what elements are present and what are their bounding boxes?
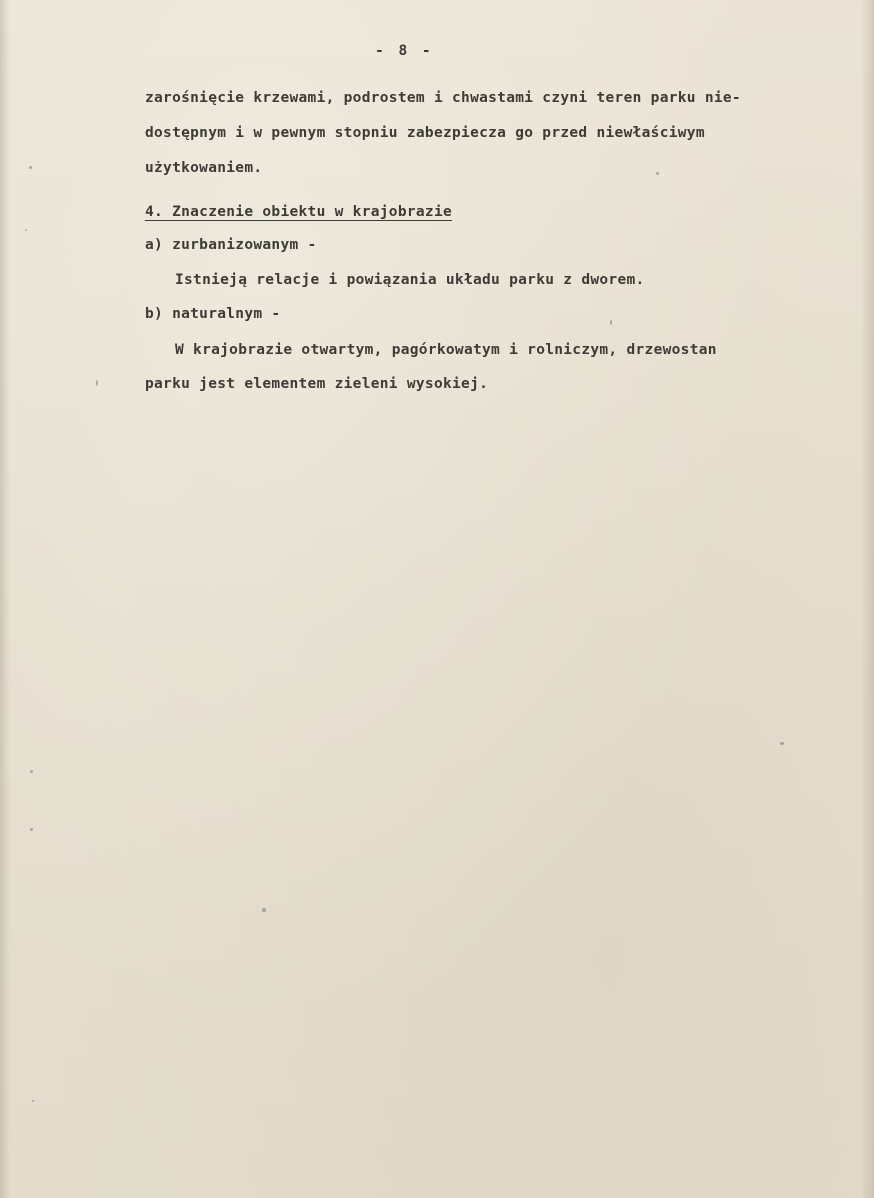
item-b-text-line-2: parku jest elementem zieleni wysokiej. bbox=[145, 376, 489, 392]
paper-speck bbox=[656, 172, 659, 175]
item-a-text: Istnieją relacje i powiązania układu parku z dworem. bbox=[175, 272, 645, 288]
paper-speck bbox=[780, 742, 784, 745]
paragraph-line-1: zarośnięcie krzewami, podrostem i chwastami czyni teren parku nie- bbox=[145, 90, 741, 106]
paper-speck bbox=[30, 770, 33, 773]
item-b-label: b) naturalnym - bbox=[145, 306, 281, 322]
paper-speck bbox=[25, 229, 27, 231]
section-heading: 4. Znaczenie obiektu w krajobrazie bbox=[145, 204, 453, 220]
paper-speck bbox=[30, 828, 33, 831]
paper-speck bbox=[262, 908, 266, 912]
paragraph-line-3: użytkowaniem. bbox=[145, 160, 263, 176]
item-a-label: a) zurbanizowanym - bbox=[145, 237, 317, 253]
item-b-text-line-1: W krajobrazie otwartym, pagórkowatym i rolniczym, drzewostan bbox=[175, 342, 717, 358]
page-number: - 8 - bbox=[375, 43, 434, 59]
paper-right-edge bbox=[860, 0, 874, 1198]
paper-speck bbox=[96, 380, 98, 386]
paper-speck bbox=[610, 320, 612, 325]
paragraph-line-2: dostępnym i w pewnym stopniu zabezpiecza go przed niewłaściwym bbox=[145, 125, 705, 141]
paper-left-edge bbox=[0, 0, 10, 1198]
paper-speck bbox=[29, 166, 32, 169]
paper-speck bbox=[32, 1100, 34, 1102]
